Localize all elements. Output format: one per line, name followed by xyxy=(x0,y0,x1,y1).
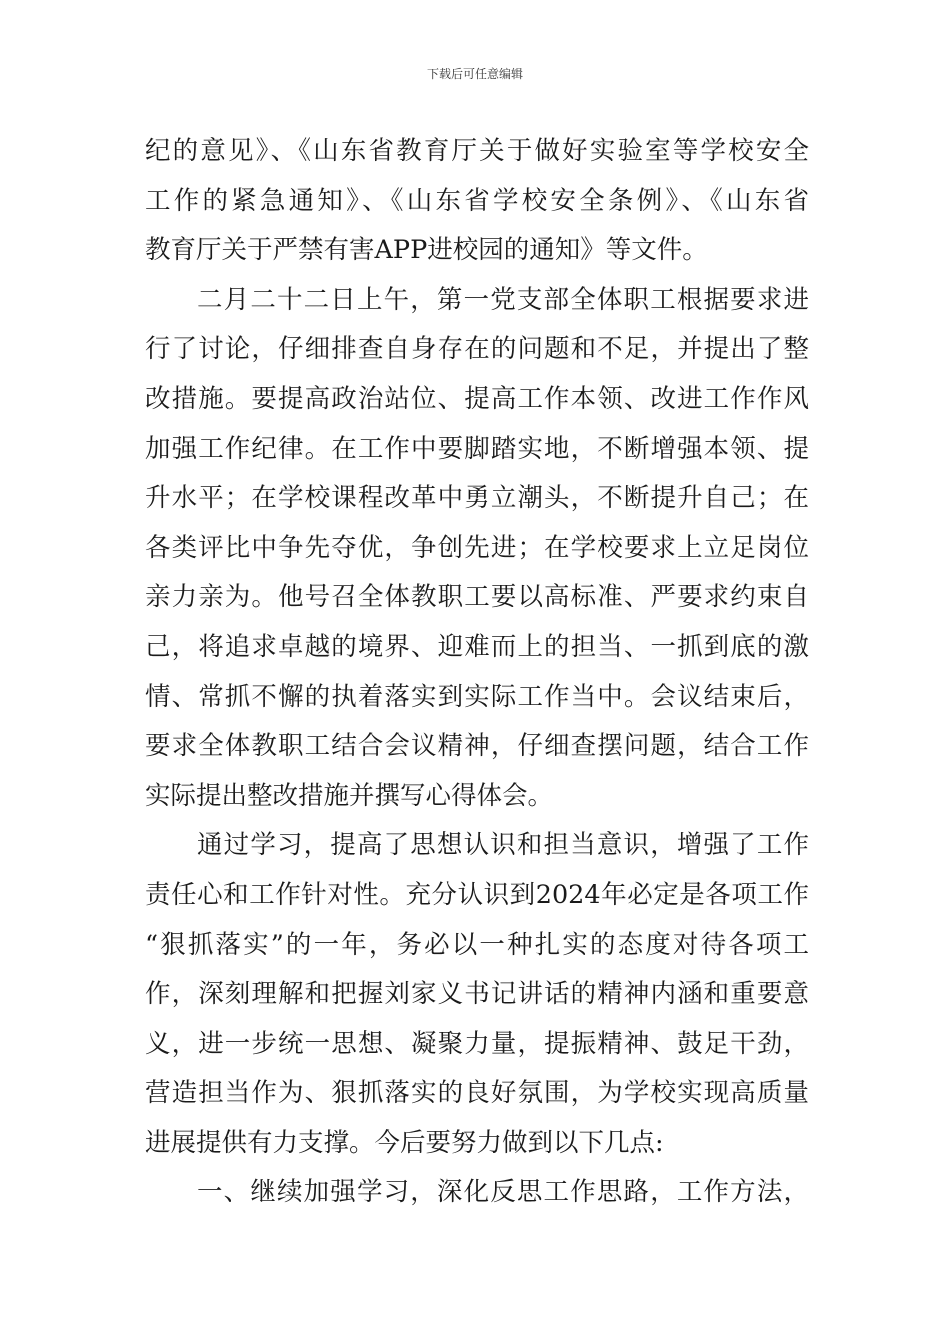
text-line: 己，将追求卓越的境界、迎难而上的担当、一抓到底的激 xyxy=(145,631,809,662)
text-line: 教育厅关于严禁有害APP进校园的通知》等文件。 xyxy=(145,235,708,266)
text-line: 工作的紧急通知》、《山东省学校安全条例》、《山东省 xyxy=(145,185,809,216)
text-line: 加强工作纪律。在工作中要脚踏实地，不断增强本领、提 xyxy=(145,433,809,464)
text-line: 改措施。要提高政治站位、提高工作本领、改进工作作风 xyxy=(145,383,809,414)
text-line: 情、常抓不懈的执着落实到实际工作当中。会议结束后， xyxy=(145,681,809,712)
text-line: 实际提出整改措施并撰写心得体会。 xyxy=(145,780,554,811)
text-line: 二月二十二日上午，第一党支部全体职工根据要求进 xyxy=(197,284,809,315)
text-line: 进展提供有力支撑。今后要努力做到以下几点: xyxy=(145,1127,664,1158)
text-line: 行了讨论，仔细排查自身存在的问题和不足，并提出了整 xyxy=(145,334,809,365)
text-line: 各类评比中争先夺优，争创先进；在学校要求上立足岗位 xyxy=(145,532,809,563)
text-line: 一、继续加强学习，深化反思工作思路，工作方法， xyxy=(197,1177,809,1208)
text-line: 作，深刻理解和把握刘家义书记讲话的精神内涵和重要意 xyxy=(145,979,809,1010)
document-body xyxy=(145,127,809,1218)
text-line: 营造担当作为、狠抓落实的良好氛围，为学校实现高质量 xyxy=(145,1078,809,1109)
page-header: 下载后可任意编辑 xyxy=(426,67,523,81)
text-line: 亲力亲为。他号召全体教职工要以高标准、严要求约束自 xyxy=(145,582,809,613)
text-line: 升水平；在学校课程改革中勇立潮头，不断提升自己；在 xyxy=(145,483,809,514)
text-line: 义，进一步统一思想、凝聚力量，提振精神、鼓足干劲， xyxy=(145,1028,809,1059)
text-line: 纪的意见》、《山东省教育厅关于做好实验室等学校安全 xyxy=(145,136,809,166)
text-line: “狠抓落实”的一年，务必以一种扎实的态度对待各项工 xyxy=(145,929,809,960)
text-line: 要求全体教职工结合会议精神，仔细查摆问题，结合工作 xyxy=(145,731,809,762)
text-line: 责任心和工作针对性。充分认识到2024年必定是各项工作 xyxy=(145,879,809,910)
text-line: 通过学习，提高了思想认识和担当意识，增强了工作 xyxy=(197,830,809,861)
